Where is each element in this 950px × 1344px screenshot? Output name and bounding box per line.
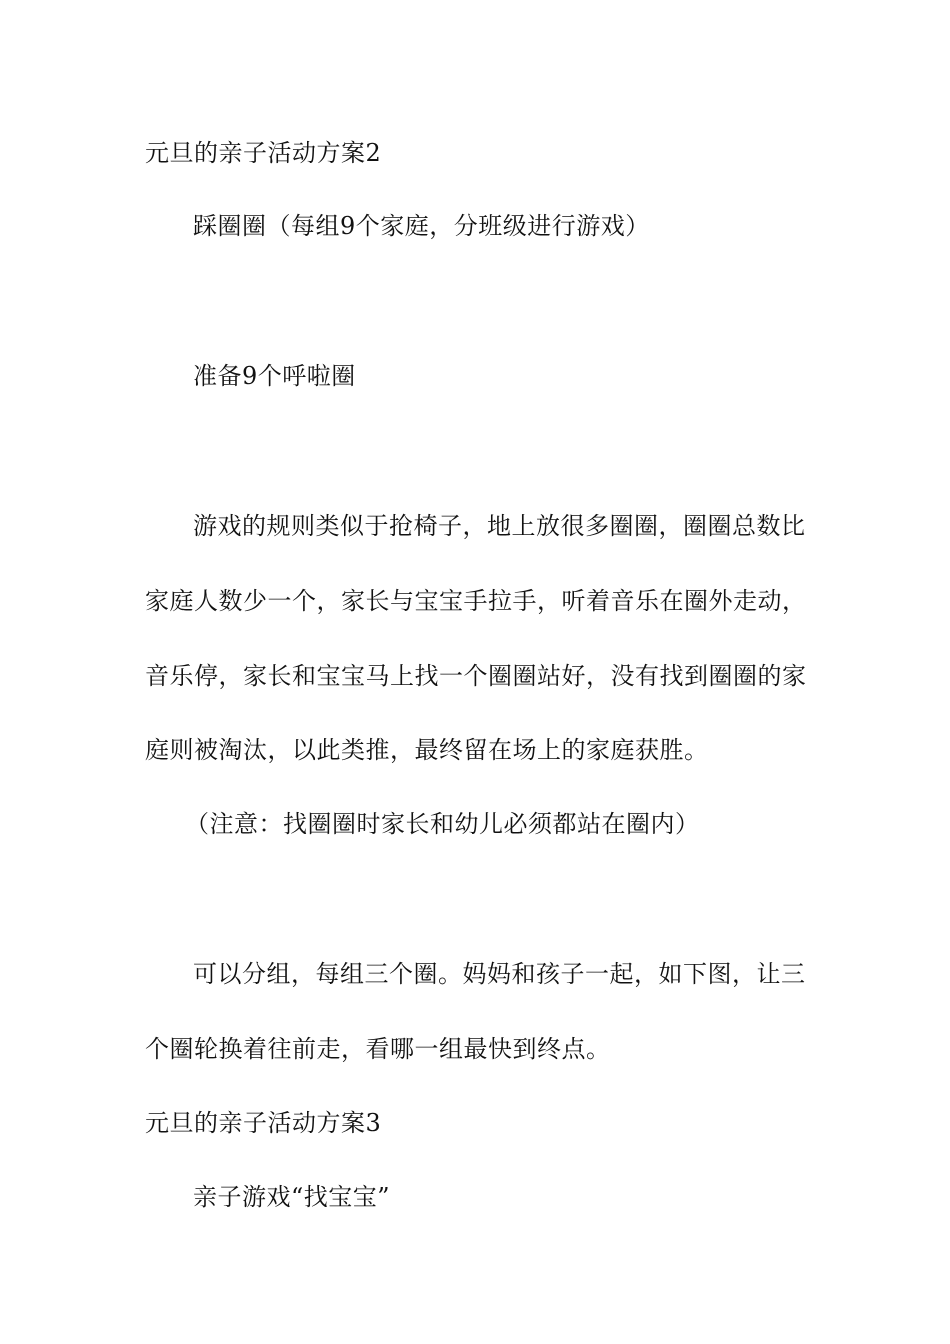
game-title-find-baby: 亲子游戏“找宝宝” [193, 1183, 391, 1211]
variant-line-2: 个圈轮换着往前走，看哪一组最快到终点。 [145, 1035, 611, 1063]
note-line: （注意：找圈圈时家长和幼儿必须都站在圈内） [185, 810, 700, 838]
rules-line-2: 家庭人数少一个，家长与宝宝手拉手，听着音乐在圈外走动， [145, 587, 807, 615]
rules-line-1: 游戏的规则类似于抢椅子，地上放很多圈圈，圈圈总数比 [193, 512, 806, 540]
rules-line-3: 音乐停，家长和宝宝马上找一个圈圈站好，没有找到圈圈的家 [145, 662, 807, 690]
variant-line-1: 可以分组，每组三个圈。妈妈和孩子一起，如下图，让三 [193, 960, 806, 988]
preparation-line: 准备9个呼啦圈 [193, 362, 356, 390]
rules-line-4: 庭则被淘汰，以此类推，最终留在场上的家庭获胜。 [145, 736, 709, 764]
section-2-title: 元旦的亲子活动方案2 [145, 139, 382, 167]
section-3-title: 元旦的亲子活动方案3 [145, 1109, 382, 1137]
game-title-step-on-circles: 踩圈圈（每组9个家庭，分班级进行游戏） [193, 212, 650, 240]
